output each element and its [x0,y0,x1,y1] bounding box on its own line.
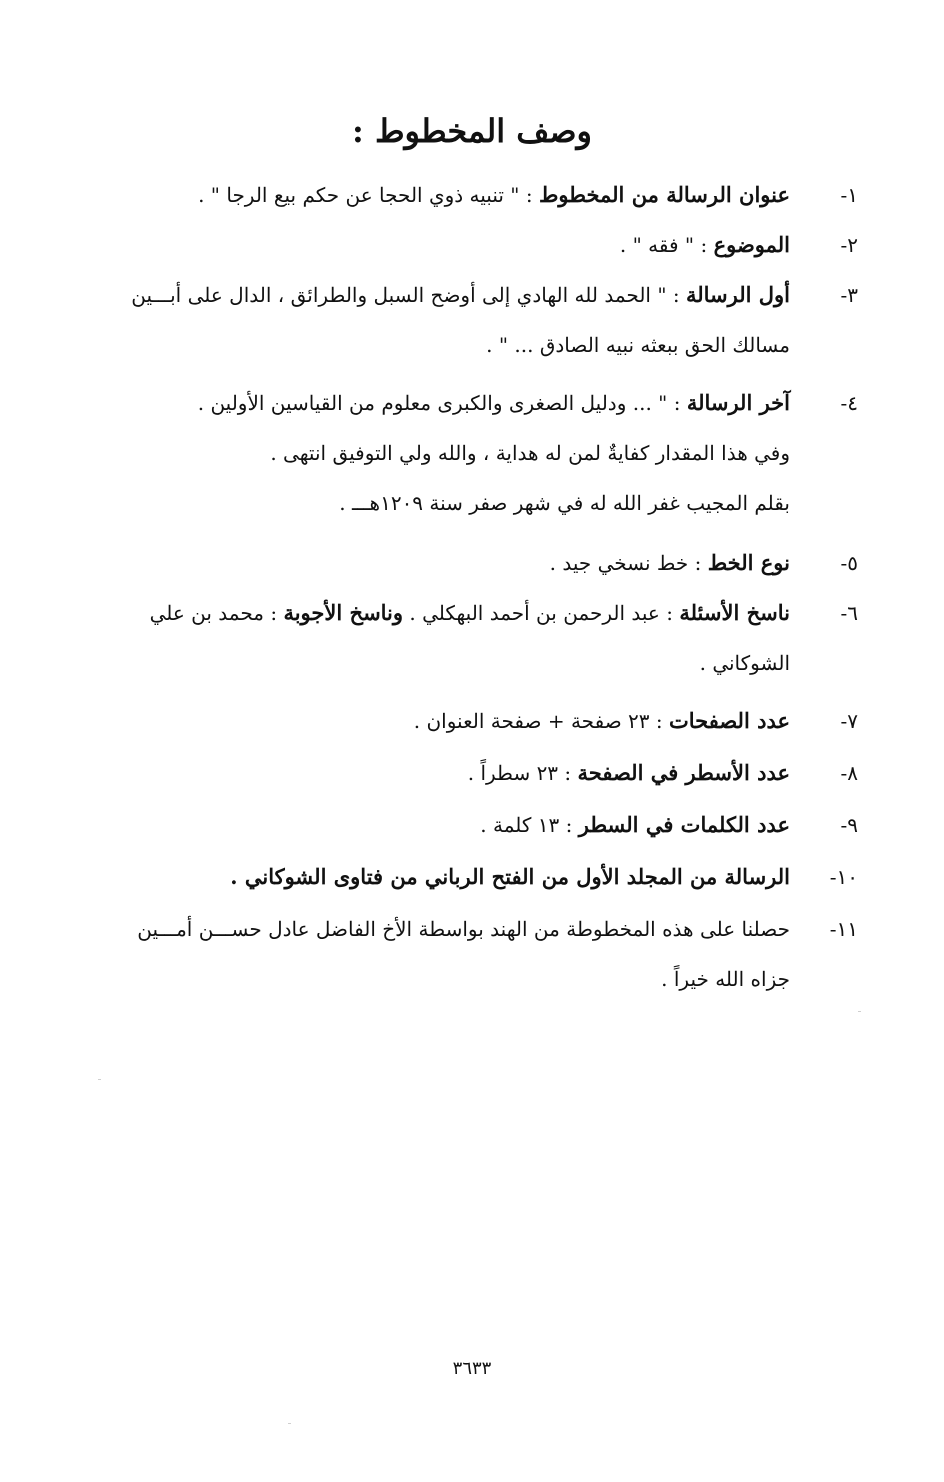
item-label-secondary: وناسخ الأجوبة [283,600,404,625]
item-number: ٢- [840,233,858,257]
list-item-subject [86,220,858,270]
scan-speck [858,1011,861,1012]
item-line-continued: وفي هذا المقدار كفايةٌ لمن له هداية ، والله ولي التوفيق انتهى . [270,441,790,465]
item-label: الموضوع [713,232,790,257]
item-label: آخر الرسالة [686,390,790,415]
item-text: : عبد الرحمن بن أحمد البهكلي . [409,601,673,625]
item-label: الرسالة من المجلد الأول من الفتح الرباني من فتاوى الشوكاني . [230,864,790,889]
list-item-lines-per-page [86,748,858,800]
list-item-title [86,170,858,220]
page-number: ٣٦٣٣ [452,1358,492,1379]
item-number: ٨- [840,761,858,785]
item-label: عنوان الرسالة من المخطوط [538,182,790,207]
item-text: : " فقه " . [619,233,708,257]
list-item-opening [86,270,858,378]
manuscript-description-list [86,170,858,1012]
list-item-ending [86,378,858,538]
item-number: ٦- [840,601,858,625]
list-item-volume-source [86,852,858,904]
item-line [76,588,790,638]
item-number: ١٠- [829,865,858,889]
item-text: : خط نسخي جيد . [549,551,702,575]
item-number: ١- [840,183,858,207]
item-label: ناسخ الأسئلة [679,600,790,625]
scan-speck [288,1423,291,1424]
item-line-continued: بقلم المجيب غفر الله له في شهر صفر سنة ١٢٠٩هـــ . [339,491,790,515]
item-line-continued: جزاه الله خيراً . [661,967,790,991]
item-text: : " الحمد لله الهادي إلى أوضح السبل والطرائق ، الدال على أبـــين [131,283,680,307]
item-line [86,220,790,270]
item-label: عدد الصفحات [668,708,790,733]
item-text: : " تنبيه ذوي الحجا عن حكم بيع الرجا " . [198,183,533,207]
item-line [86,748,790,798]
item-text: : ١٣ كلمة . [480,813,573,837]
item-number: ٧- [840,709,858,733]
item-label: أول الرسالة [685,282,790,307]
item-number: ١١- [829,917,858,941]
item-text: : ٢٣ صفحة + صفحة العنوان . [413,709,663,733]
item-line [76,270,790,320]
item-label: نوع الخط [707,550,790,575]
list-item-acquisition [86,904,858,1012]
item-line: حصلنا على هذه المخطوطة من الهند بواسطة الأخ الفاضل عادل حســـن أمـــين [137,917,790,941]
item-text-secondary: : محمد بن علي [149,601,278,625]
item-label: عدد الأسطر في الصفحة [577,760,790,785]
item-number: ٣- [840,283,858,307]
scan-speck [98,1079,101,1080]
item-label: عدد الكلمات في السطر [578,812,790,837]
list-item-words-per-line [86,800,858,852]
item-text: : " ... ودليل الصغرى والكبرى معلوم من القياسين الأولين . [197,391,681,415]
list-item-script-type [86,538,858,588]
item-number: ٤- [840,391,858,415]
list-item-copyists [86,588,858,696]
item-number: ٩- [840,813,858,837]
item-number: ٥- [840,551,858,575]
item-line [86,800,790,850]
list-item-page-count [86,696,858,748]
item-line [86,852,790,902]
item-line [86,538,790,588]
item-line [86,170,790,220]
item-line-continued: مسالك الحق ببعثه نبيه الصادق ... " . [486,333,790,357]
item-line [86,696,790,746]
item-text: : ٢٣ سطراً . [467,761,572,785]
item-line [86,378,790,428]
section-heading: وصف المخطوط : [351,112,592,150]
item-line-continued: الشوكاني . [699,651,790,675]
